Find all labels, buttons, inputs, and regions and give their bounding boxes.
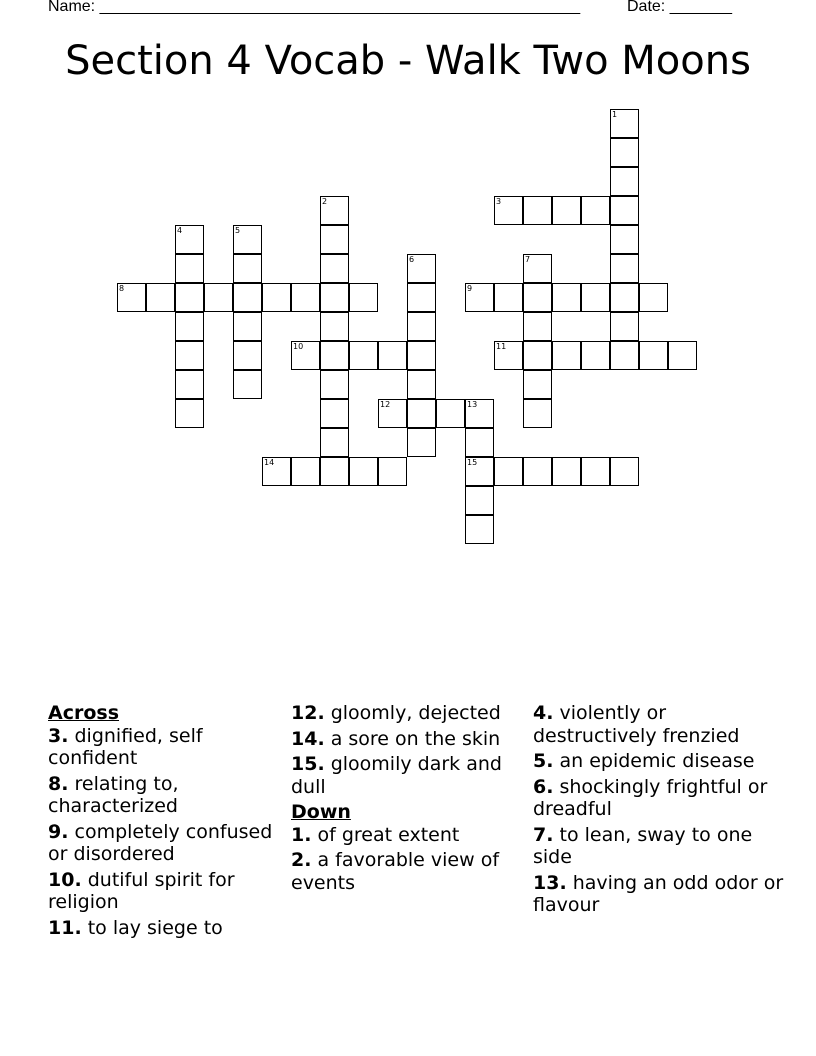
cell-number: 11 xyxy=(496,342,507,351)
cell-number: 2 xyxy=(322,197,328,206)
grid-cell[interactable] xyxy=(610,109,639,138)
grid-cell[interactable] xyxy=(233,254,262,283)
clue-text: having an odd odor or flavour xyxy=(533,871,784,916)
cell-number: 1 xyxy=(612,110,618,119)
grid-cell[interactable] xyxy=(320,341,349,370)
grid-cell[interactable] xyxy=(320,283,349,312)
grid-cell[interactable] xyxy=(175,370,204,399)
grid-cell[interactable] xyxy=(465,486,494,515)
grid-cell[interactable] xyxy=(320,254,349,283)
clue-across-11 xyxy=(48,917,284,940)
grid-cell[interactable] xyxy=(523,399,552,428)
grid-cell[interactable] xyxy=(523,341,552,370)
grid-cell[interactable] xyxy=(552,283,581,312)
grid-cell[interactable] xyxy=(581,341,610,370)
across-clue-list xyxy=(48,725,284,940)
grid-cell[interactable] xyxy=(233,225,262,254)
clue-text: an epidemic disease xyxy=(553,750,755,772)
clue-number: 6. xyxy=(533,775,554,798)
grid-cell[interactable] xyxy=(262,283,291,312)
date-field-line: Date: _______ xyxy=(627,0,732,15)
cell-number: 14 xyxy=(264,458,275,467)
grid-cell[interactable] xyxy=(552,341,581,370)
grid-cell[interactable] xyxy=(668,341,697,370)
grid-cell[interactable] xyxy=(291,341,320,370)
grid-cell[interactable] xyxy=(523,254,552,283)
name-field-line: Name: ______________________________________________________ xyxy=(48,0,581,15)
grid-cell[interactable] xyxy=(407,254,436,283)
grid-cell[interactable] xyxy=(233,370,262,399)
clue-text: a sore on the skin xyxy=(324,727,501,750)
clue-down-4 xyxy=(533,702,793,747)
grid-cell[interactable] xyxy=(494,196,523,225)
grid-cell[interactable] xyxy=(494,457,523,486)
across-heading: Across xyxy=(48,702,120,724)
grid-cell[interactable] xyxy=(465,428,494,457)
clue-down-5 xyxy=(533,750,793,773)
clue-text: gloomily dark and dull xyxy=(291,753,502,798)
grid-cell[interactable] xyxy=(320,457,349,486)
grid-cell[interactable] xyxy=(320,225,349,254)
clue-down-1 xyxy=(291,824,527,847)
clue-across-3 xyxy=(48,725,284,770)
clue-down-13 xyxy=(533,872,793,917)
clue-across-12 xyxy=(291,702,527,725)
grid-cell[interactable] xyxy=(407,283,436,312)
clue-number: 15. xyxy=(291,753,325,775)
clue-across-14 xyxy=(291,728,527,751)
clue-number: 8. xyxy=(48,772,69,795)
grid-cell[interactable] xyxy=(523,370,552,399)
clue-number: 7. xyxy=(533,823,554,846)
cell-number: 3 xyxy=(496,197,502,206)
clue-number: 10. xyxy=(48,868,82,891)
grid-cell[interactable] xyxy=(233,283,262,312)
cell-number: 13 xyxy=(467,400,478,409)
grid-cell[interactable] xyxy=(349,283,378,312)
clue-across-9 xyxy=(48,821,284,866)
clue-text: dutiful spirit for religion xyxy=(48,868,235,913)
clue-text: gloomly, dejected xyxy=(324,702,501,724)
cell-number: 6 xyxy=(409,255,415,264)
grid-cell[interactable] xyxy=(610,341,639,370)
grid-cell[interactable] xyxy=(407,341,436,370)
clue-number: 4. xyxy=(533,702,554,724)
grid-cell[interactable] xyxy=(610,254,639,283)
clue-number: 9. xyxy=(48,820,69,843)
grid-cell[interactable] xyxy=(146,283,175,312)
grid-cell[interactable] xyxy=(465,457,494,486)
clue-text: violently or destructively frenzied xyxy=(533,702,740,747)
clue-number: 2. xyxy=(291,849,312,871)
grid-cell[interactable] xyxy=(175,254,204,283)
grid-cell[interactable] xyxy=(610,138,639,167)
clue-text: shockingly frightful or dreadful xyxy=(533,775,768,820)
grid-cell[interactable] xyxy=(523,457,552,486)
grid-cell[interactable] xyxy=(175,399,204,428)
clue-text: to lean, sway to one side xyxy=(533,823,753,868)
grid-cell[interactable] xyxy=(523,196,552,225)
grid-cell[interactable] xyxy=(407,312,436,341)
grid-cell[interactable] xyxy=(610,196,639,225)
grid-cell[interactable] xyxy=(581,457,610,486)
grid-cell[interactable] xyxy=(436,399,465,428)
clue-text: to lay siege to xyxy=(81,916,223,939)
grid-cell[interactable] xyxy=(610,167,639,196)
grid-cell[interactable] xyxy=(465,515,494,544)
page-title: Section 4 Vocab - Walk Two Moons xyxy=(65,38,751,84)
grid-cell[interactable] xyxy=(320,370,349,399)
grid-cell[interactable] xyxy=(610,457,639,486)
grid-cell[interactable] xyxy=(378,457,407,486)
grid-cell[interactable] xyxy=(291,283,320,312)
clue-number: 11. xyxy=(48,916,82,939)
grid-cell[interactable] xyxy=(349,341,378,370)
clue-number: 3. xyxy=(48,724,69,747)
clue-down-6 xyxy=(533,776,793,821)
clues-column-1 xyxy=(48,702,284,942)
grid-cell[interactable] xyxy=(233,341,262,370)
clue-text: dignified, self confident xyxy=(48,724,203,769)
cell-number: 8 xyxy=(119,284,125,293)
cell-number: 10 xyxy=(293,342,304,351)
grid-cell[interactable] xyxy=(552,457,581,486)
clue-across-10 xyxy=(48,869,284,914)
clue-down-7 xyxy=(533,824,793,869)
grid-cell[interactable] xyxy=(320,399,349,428)
grid-cell[interactable] xyxy=(552,196,581,225)
cell-number: 9 xyxy=(467,284,473,293)
grid-cell[interactable] xyxy=(465,283,494,312)
grid-cell[interactable] xyxy=(175,312,204,341)
grid-cell[interactable] xyxy=(204,283,233,312)
cell-number: 5 xyxy=(235,226,241,235)
grid-cell[interactable] xyxy=(378,341,407,370)
clue-number: 12. xyxy=(291,702,325,724)
grid-cell[interactable] xyxy=(291,457,320,486)
grid-cell[interactable] xyxy=(523,312,552,341)
cell-number: 12 xyxy=(380,400,391,409)
grid-cell[interactable] xyxy=(523,283,552,312)
grid-cell[interactable] xyxy=(320,196,349,225)
clue-across-15 xyxy=(291,753,527,798)
clue-across-8 xyxy=(48,773,284,818)
grid-cell[interactable] xyxy=(175,283,204,312)
clue-text: of great extent xyxy=(311,823,460,846)
clue-number: 13. xyxy=(533,871,567,894)
grid-cell[interactable] xyxy=(349,457,378,486)
down-heading: Down xyxy=(291,801,351,823)
clue-number: 5. xyxy=(533,750,554,772)
clue-number: 1. xyxy=(291,823,312,846)
grid-cell[interactable] xyxy=(610,283,639,312)
clue-down-2 xyxy=(291,849,527,894)
grid-cell[interactable] xyxy=(581,283,610,312)
clue-text: completely confused or disordered xyxy=(48,820,273,865)
grid-cell[interactable] xyxy=(233,312,262,341)
grid-cell[interactable] xyxy=(465,399,494,428)
grid-cell[interactable] xyxy=(320,312,349,341)
grid-cell[interactable] xyxy=(175,341,204,370)
grid-cell[interactable] xyxy=(320,428,349,457)
clue-number: 14. xyxy=(291,727,325,750)
clue-text: a favorable view of events xyxy=(291,849,500,894)
grid-cell[interactable] xyxy=(581,196,610,225)
clues-column-3 xyxy=(533,702,793,920)
grid-cell[interactable] xyxy=(639,283,668,312)
grid-cell[interactable] xyxy=(494,341,523,370)
grid-cell[interactable] xyxy=(117,283,146,312)
grid-cell[interactable] xyxy=(407,370,436,399)
clue-text: relating to, characterized xyxy=(48,772,179,817)
grid-cell[interactable] xyxy=(639,341,668,370)
grid-cell[interactable] xyxy=(175,225,204,254)
grid-cell[interactable] xyxy=(378,399,407,428)
grid-cell[interactable] xyxy=(407,399,436,428)
cell-number: 4 xyxy=(177,226,183,235)
grid-cell[interactable] xyxy=(407,428,436,457)
grid-cell[interactable] xyxy=(610,312,639,341)
cell-number: 7 xyxy=(525,255,531,264)
cell-number: 15 xyxy=(467,458,478,467)
grid-cell[interactable] xyxy=(262,457,291,486)
grid-cell[interactable] xyxy=(610,225,639,254)
grid-cell[interactable] xyxy=(494,283,523,312)
clues-column-2 xyxy=(291,702,527,897)
